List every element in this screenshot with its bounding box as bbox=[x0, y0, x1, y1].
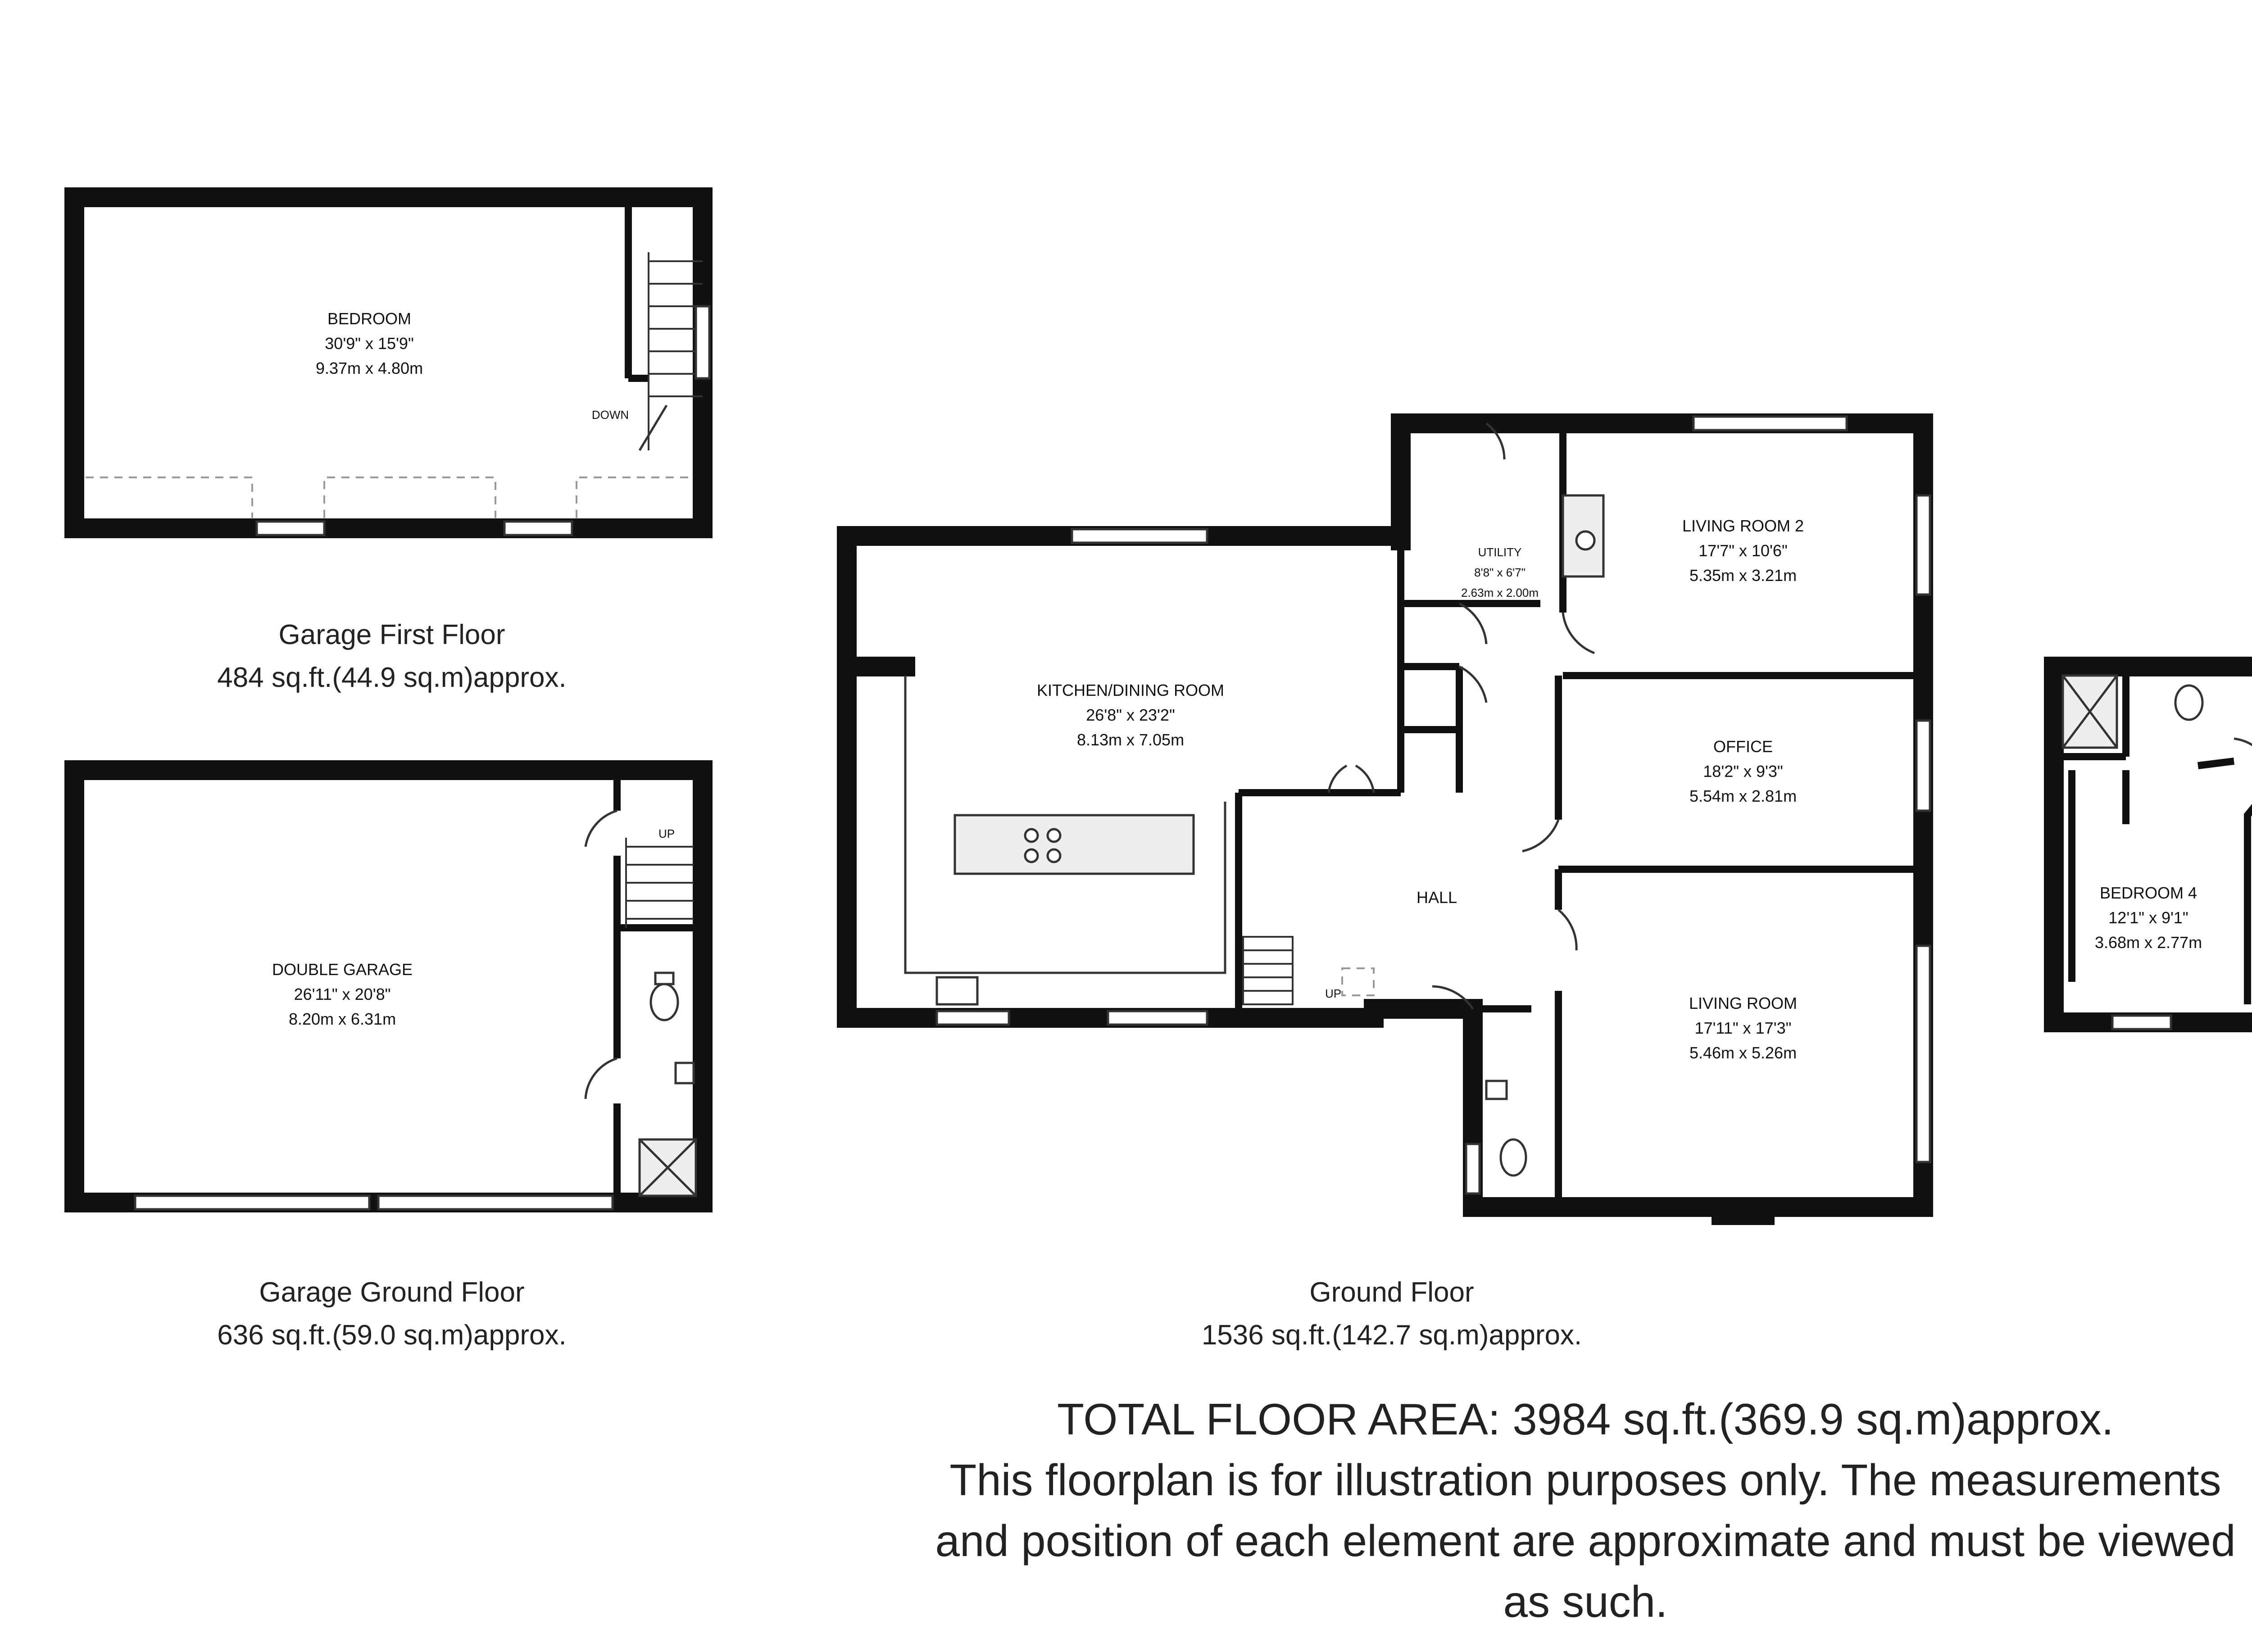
utility-name: UTILITY bbox=[1478, 545, 1522, 559]
garage-ff-bedroom-name: BEDROOM bbox=[327, 309, 412, 328]
utility-metric: 2.63m x 2.00m bbox=[1461, 586, 1539, 599]
garage-ground-floor-plan bbox=[74, 770, 703, 1351]
garage-first-floor-plan bbox=[74, 197, 709, 693]
bedroom-4-imperial: 12'1" x 9'1" bbox=[2108, 908, 2188, 927]
office-metric: 5.54m x 2.81m bbox=[1689, 787, 1797, 805]
garage-ff-stair-label: DOWN bbox=[591, 408, 629, 422]
footer bbox=[935, 1394, 2235, 1626]
double-garage-name: DOUBLE GARAGE bbox=[272, 960, 413, 979]
disclaimer-line-2: and position of each element are approximate and must be viewed bbox=[935, 1516, 2236, 1566]
double-garage-metric: 8.20m x 6.31m bbox=[288, 1010, 396, 1028]
total-floor-area: TOTAL FLOOR AREA: 3984 sq.ft.(369.9 sq.m)approx. bbox=[1057, 1394, 2114, 1444]
garage-gf-caption-title: Garage Ground Floor bbox=[259, 1277, 525, 1308]
kitchen-name: KITCHEN/DINING ROOM bbox=[1036, 681, 1225, 699]
bedroom-4-metric: 3.68m x 2.77m bbox=[2094, 933, 2202, 952]
living-room-2-imperial: 17'7" x 10'6" bbox=[1698, 541, 1788, 560]
ground-floor-caption-area: 1536 sq.ft.(142.7 sq.m)approx. bbox=[1201, 1320, 1582, 1351]
gf-stair-label: UP bbox=[1325, 987, 1342, 1000]
utility-imperial: 8'8" x 6'7" bbox=[1474, 566, 1526, 579]
double-garage-imperial: 26'11" x 20'8" bbox=[294, 985, 391, 1003]
living-room-imperial: 17'11" x 17'3" bbox=[1694, 1019, 1792, 1037]
garage-ff-caption-title: Garage First Floor bbox=[278, 619, 505, 650]
hall-name: HALL bbox=[1416, 888, 1457, 907]
living-room-name: LIVING ROOM bbox=[1689, 994, 1798, 1012]
bedroom-4-name: BEDROOM 4 bbox=[2099, 884, 2198, 902]
garage-ff-bedroom-metric: 9.37m x 4.80m bbox=[315, 359, 423, 377]
office-imperial: 18'2" x 9'3" bbox=[1703, 762, 1783, 781]
garage-gf-caption-area: 636 sq.ft.(59.0 sq.m)approx. bbox=[217, 1320, 567, 1351]
office-name: OFFICE bbox=[1713, 737, 1773, 756]
kitchen-metric: 8.13m x 7.05m bbox=[1076, 731, 1185, 749]
garage-gf-stair-label: UP bbox=[658, 827, 675, 840]
living-room-metric: 5.46m x 5.26m bbox=[1689, 1044, 1797, 1062]
ground-floor-plan bbox=[847, 417, 1930, 1351]
living-room-2-name: LIVING ROOM 2 bbox=[1682, 517, 1804, 535]
garage-ff-bedroom-imperial: 30'9" x 15'9" bbox=[325, 334, 414, 353]
first-floor-plan bbox=[2054, 423, 2252, 1351]
disclaimer-line-3: as such. bbox=[1503, 1577, 1668, 1626]
disclaimer-line-1: This floorplan is for illustration purposes only. The measurements bbox=[949, 1455, 2221, 1505]
living-room-2-metric: 5.35m x 3.21m bbox=[1689, 566, 1797, 585]
garage-ff-caption-area: 484 sq.ft.(44.9 sq.m)approx. bbox=[217, 662, 567, 693]
ground-floor-caption-title: Ground Floor bbox=[1309, 1277, 1474, 1308]
kitchen-imperial: 26'8" x 23'2" bbox=[1086, 706, 1175, 724]
